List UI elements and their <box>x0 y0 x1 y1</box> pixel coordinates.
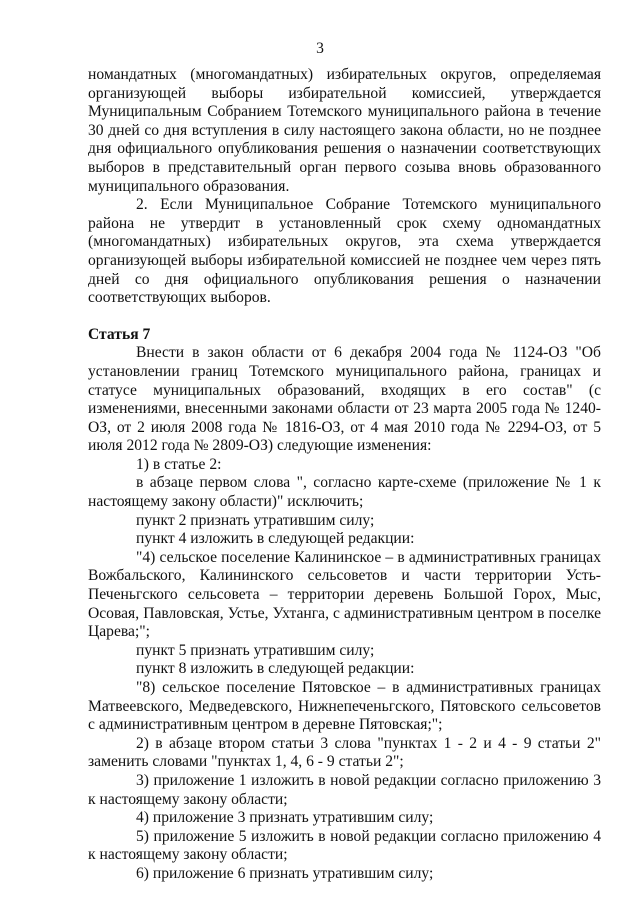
article-quote: "8) сельское поселение Пятовское – в административных границах Матвеевского, Медведевского, Нижнепеченьгского, Пятовского сельсоветов с административным центром в деревне Пятовская;"; <box>88 679 601 734</box>
article-item: в абзаце первом слова ", согласно карте-схеме (приложение № 1 к настоящему закону области)" исключить; <box>88 474 601 511</box>
article-item: пункт 5 признать утратившим силу; <box>136 641 375 659</box>
article-item: 6) приложение 6 признать утратившим силу; <box>136 864 434 882</box>
document-body <box>88 66 601 884</box>
paragraph-item-2: 2. Если Муниципальное Собрание Тотемского муниципального района не утвердит в установленный срок схему одномандатных (многомандатных) избирательных округов, эта схема утверждается организующей выборы избирательной комиссией не позднее чем через пять дней со дня официального опубликования решения о назначении соответствующих выборов. <box>88 196 601 307</box>
article-item: 3) приложение 1 изложить в новой редакции согласно приложению 3 к настоящему закону области; <box>88 771 601 808</box>
article-item: 1) в статье 2: <box>136 455 222 473</box>
article-heading: Статья 7 <box>88 325 151 343</box>
article-item: 5) приложение 5 изложить в новой редакции согласно приложению 4 к настоящему закону области; <box>88 827 601 864</box>
article-quote: "4) сельское поселение Калининское – в административных границах Вожбальского, Калининского сельсоветов и части территории Усть-Печеньгского сельсовета – территории деревень Большой Горох, Мыс, Осовая, Павловская, Устье, Ухтанга, с административным центром в поселке Царева;"; <box>88 548 601 641</box>
paragraph-continuation: номандатных (многомандатных) избирательных округов, определяемая организующей выборы избирательной комиссией, утверждается Муниципальным Собранием Тотемского муниципального района в течение 30 дней со дня вступления в силу настоящего закона области, но не позднее дня официального опубликования решения о назначении соответствующих выборов в представительный орган первого созыва вновь образованного муниципального образования. <box>88 66 601 195</box>
article-item: пункт 8 изложить в следующей редакции: <box>136 660 415 678</box>
article-item: 4) приложение 3 признать утратившим силу; <box>136 809 434 827</box>
article-intro: Внести в закон области от 6 декабря 2004 года № 1124-ОЗ "Об установлении границ Тотемского муниципального района, границах и статусе муниципальных образований, входящих в его состав" (с изменениями, внесенными законами области от 23 марта 2005 года № 1240-ОЗ, от 2 июля 2008 года № 1816-ОЗ, от 4 мая 2010 года № 2294-ОЗ, от 5 июля 2012 года № 2809-ОЗ) следующие изменения: <box>88 344 601 455</box>
page-number: 3 <box>316 40 324 57</box>
article-item: 2) в абзаце втором статьи 3 слова "пунктах 1 - 2 и 4 - 9 статьи 2" заменить словами "пунктах 1, 4, 6 - 9 статьи 2"; <box>88 734 601 771</box>
article-item: пункт 2 признать утратившим силу; <box>136 511 375 529</box>
article-item: пункт 4 изложить в следующей редакции: <box>136 530 415 548</box>
spacer <box>88 308 601 326</box>
